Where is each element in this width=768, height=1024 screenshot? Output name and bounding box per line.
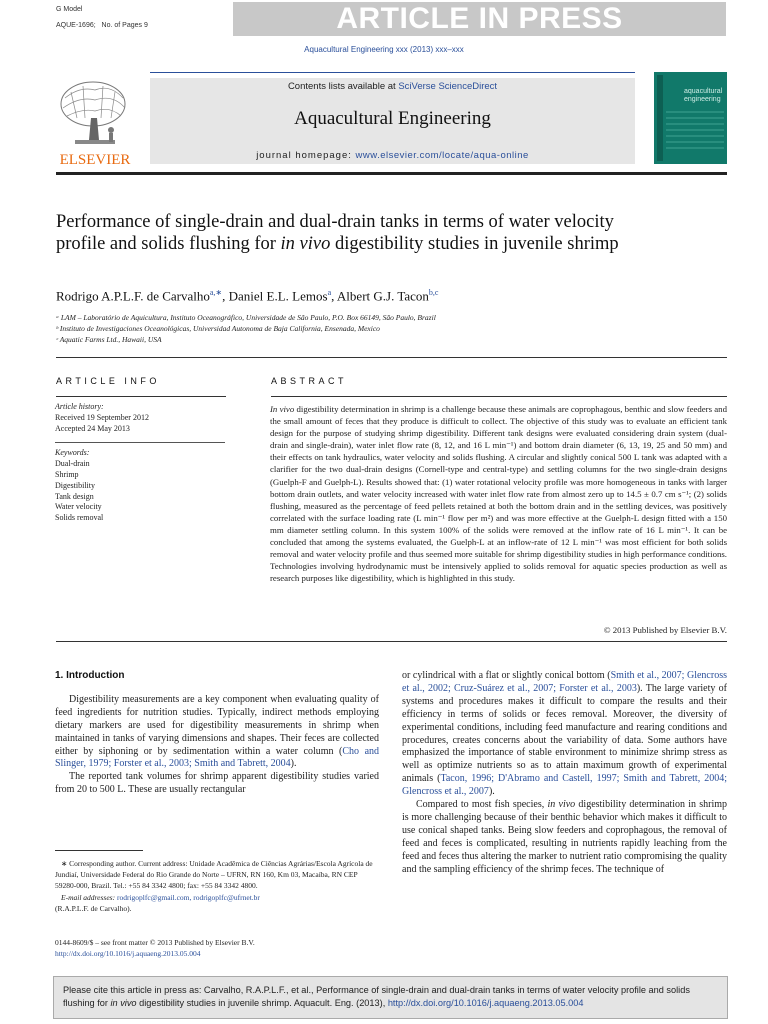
email-owner: (R.A.P.L.F. de Carvalho).: [55, 903, 132, 913]
article-title: Performance of single-drain and dual-drain tanks in terms of water velocity profile and solids flushing for in vivo digestibility studies in juvenile shrimp: [56, 212, 619, 254]
issn-line: 0144-8609/$ – see front matter © 2013 Published by Elsevier B.V.: [55, 938, 255, 947]
cite-doi-link[interactable]: http://dx.doi.org/10.1016/j.aquaeng.2013.05.004: [387, 998, 584, 1008]
keyword: Tank design: [55, 491, 94, 501]
paragraph: Compared to most fish species, in vivo digestibility determination in shrimp is more challenging because of their benthic behavior which makes it difficult to use conical shaped tanks. Being slow feeders and coprophagous, the removal of feed and feces is complicated, resulting in nutrients rapidly leaching from the feed and feces thus altering the marker to nutrient ratio compromising the quality and the sampling efficiency of the shrimp feces. The technique of: [402, 799, 728, 875]
section-heading-introduction: 1. Introduction: [55, 670, 125, 681]
paragraph: The reported tank volumes for shrimp apparent digestibility studies varied from 20 to 500 L. These are usually rectangular: [55, 771, 379, 796]
affiliations: [56, 312, 726, 345]
journal-citation-link[interactable]: Aquacultural Engineering xxx (2013) xxx–xxx: [304, 45, 464, 54]
author-affiliation-marker[interactable]: a: [327, 288, 332, 297]
article-info-rule: [56, 396, 226, 397]
keyword: Digestibility: [55, 480, 95, 490]
body-column-left: [55, 670, 379, 797]
masthead-rule: [56, 172, 727, 175]
sciencedirect-link[interactable]: SciVerse ScienceDirect: [398, 81, 498, 92]
abstract-heading: ABSTRACT: [271, 376, 348, 386]
article-id-line: [56, 22, 148, 29]
email-note: E-mail addresses: rodrigoplfc@gmail.com, rodrigoplfc@ufrnet.br: [61, 892, 260, 902]
email-links[interactable]: rodrigoplfc@gmail.com, rodrigoplfc@ufrnet.br: [116, 892, 260, 902]
elsevier-wordmark: ELSEVIER: [59, 152, 131, 166]
author-name[interactable]: Albert G.J. Tacon: [336, 288, 429, 304]
affiliation: ᶜ Aquatic Farms Ltd., Hawaii, USA: [56, 335, 162, 344]
info-divider: [55, 442, 225, 443]
abstract-bottom-rule: [56, 641, 727, 642]
cover-art-icon: [654, 72, 727, 164]
paragraph: or cylindrical with a flat or slightly conical bottom (Smith et al., 2007; Glencross et al., 2002; Cruz-Suárez et al., 2007; Forster et al., 2003). The large variety of systems and procedures makes it difficult to compare the results and their efficiency in terms of solids or feces removal. Moreover, the diversity of experimental conditions, including feed manufacture and rearing conditions and procedures, creates concerns about the variability of data. Some authors have emphasized the importance of stable environment to minimize shrimp stress as well as optimize nutrients so as to attain maximum growth of experimental animals (Tacon, 1996; D'Abramo and Castell, 1997; Smith and Tabrett, 2004; Glencross et al., 2007).: [402, 670, 727, 798]
citation-link[interactable]: Smith et al., 2007; Glencross et al., 2002; Cruz-Suárez et al., 2007; Forster et al., 2003: [402, 670, 727, 694]
contents-line: [150, 81, 635, 92]
abstract-rule: [271, 396, 727, 397]
paragraph: Digestibility measurements are a key component when evaluating quality of feed ingredients for nutrition studies. Typically, indirect methods employing dietary markers are used for digestibility measurements in shrimp when maintained in tanks of varying dimensions and shapes. Their feces are collected either by siphoning or by sedimentation within a water column (Cho and Slinger, 1979; Forster et al., 2003; Smith and Tabrett, 2004).: [55, 693, 380, 770]
g-model-label: G Model: [56, 6, 83, 13]
cite-this-article-text: Please cite this article in press as: Carvalho, R.A.P.L.F., et al., Performance of single-drain and dual-drain tanks in terms of water velocity profile and solids flushing for in vivo digestibility studies in juvenile shrimp. Aquacult. Eng. (2013), http://dx.doi.org/10.1016/j.aquaeng.2013.05.004: [63, 985, 690, 1008]
accepted-date: Accepted 24 May 2013: [55, 423, 130, 433]
journal-cover-thumbnail[interactable]: [654, 72, 727, 164]
citation-link[interactable]: Cho and Slinger, 1979; Forster et al., 2003; Smith and Tabrett, 2004: [55, 745, 380, 770]
elsevier-logo[interactable]: [55, 78, 135, 166]
section-divider: [56, 357, 727, 358]
page-count: No. of Pages 9: [101, 22, 148, 29]
author-list: Rodrigo A.P.L.F. de Carvalho$^{a,∗}$, Daniel E.L. Lemos$^a$, Albert G.J. Tacon$^{b,c}$: [56, 288, 439, 304]
front-matter-info: [55, 937, 379, 959]
doi-link[interactable]: http://dx.doi.org/10.1016/j.aquaeng.2013.05.004: [55, 949, 201, 958]
author-affiliation-marker[interactable]: a,∗: [209, 288, 223, 297]
article-info: [55, 402, 225, 524]
cover-title-2: engineering: [684, 96, 721, 103]
corresponding-author-note: ∗ Corresponding author. Current address: Unidade Acadêmica de Ciências Agrárias/Escola Agrícola de Jundiaí, Universidade Federal do Rio Grande do Norte – UFRN, RN 160, Km 03, Macaíba, RN CEP 59280-000, Brazil. Tel.: +55 84 3342 4800; fax: +55 84 3342 4800.: [55, 859, 373, 891]
keyword: Water velocity: [55, 502, 102, 512]
keyword: Dual-drain: [55, 459, 90, 469]
homepage-url[interactable]: www.elsevier.com/locate/aqua-online: [355, 150, 529, 161]
abstract-body: In vivo digestibility determination in shrimp is a challenge because these animals are coprophagous, benthic and slow feeders and the small amount of feces that they produce is difficult to collect. The objective of this study was to evaluate an efficient tank design for the purpose of studying shrimp digestibility. Different tank designs were evaluated considering drain system (dual-drain and single-drain), water inlet flow rate (8, 12, and 16 L min⁻¹) and bottom drain diameter (6, 13, 19, 25 and 50 mm) and their effects on tank hydraulics, water velocity and solids flushing. A circular and slightly conical 500 L tank was adapted with a clarifier for the two dual-drain designs (Cornell-type and central-type) and settling columns for the two single-drain designs (Guelph-F and Guelph-L). Results showed that: (1) water rotational velocity profile was more homogeneous in tanks with larger bottom drain outlets, and water velocity increased with water inlet flow rate from almost zero up to 14.5 ± 0.7 cm s⁻¹; (2) solids flushing, measured as the percentage of feed pellets retained at both the bottom drain and in the settling devices, was positively correlated with the surface loading rate (L min⁻¹ flow per m²) and was more effective at the Guelph-L design fitted with a 150 mm diameter settling column. In this system 100% of the solids were removed at the inflow rate of 16 L min⁻¹. It can be concluded that among the systems evaluated, the Guelph-L at an inflow-rate of 12 L min⁻¹ was most efficient for both solids removal and water velocity profile and thus seemed more suitable for shrimp digestibility studies in high performance conditions. Technologies involving hydrodynamic must be intensively applied to solids removal for aquatic species production as well as research purposes like digestibility, which is highlighted in this study.: [270, 404, 727, 584]
journal-homepage-line: [150, 150, 635, 161]
contents-prefix: Contents lists available at: [287, 81, 399, 92]
body-column-right: [402, 670, 727, 877]
author-name[interactable]: Daniel E.L. Lemos: [228, 288, 328, 304]
keyword: Shrimp: [55, 469, 79, 479]
aque-id: AQUE-1696;: [56, 22, 96, 29]
journal-name[interactable]: Aquacultural Engineering: [294, 108, 491, 129]
article-info-heading: ARTICLE INFO: [56, 376, 160, 386]
footnote-rule: [55, 850, 143, 851]
elsevier-tree-icon: [55, 78, 135, 166]
header-rule: [150, 72, 635, 73]
affiliation: ᵃ LAM – Laboratório de Aquicultura, Instituto Oceanográfico, Universidade de São Paulo, P.O. Box 66149, São Paulo, Brazil: [56, 313, 436, 322]
homepage-label: journal homepage:: [256, 150, 356, 161]
article-in-press-banner: ARTICLE IN PRESS: [336, 2, 623, 35]
citation-link[interactable]: Tacon, 1996; D'Abramo and Castell, 1997; Smith and Tabrett, 2004; Glencross et al., 2007: [402, 773, 727, 798]
footnotes: [55, 858, 379, 914]
copyright-notice: © 2013 Published by Elsevier B.V.: [603, 625, 727, 635]
keywords-label: Keywords:: [55, 448, 90, 458]
keyword: Solids removal: [55, 513, 104, 523]
author-name[interactable]: Rodrigo A.P.L.F. de Carvalho: [56, 288, 210, 304]
received-date: Received 19 September 2012: [55, 412, 149, 422]
affiliation: ᵇ Instituto de Investigaciones Oceanológicas, Universidad Autonoma de Baja California, Ensenada, Mexico: [56, 324, 380, 333]
cover-title-1: aquacultural: [684, 88, 723, 95]
history-label: Article history:: [55, 402, 104, 411]
author-affiliation-marker[interactable]: b,c: [428, 288, 439, 297]
